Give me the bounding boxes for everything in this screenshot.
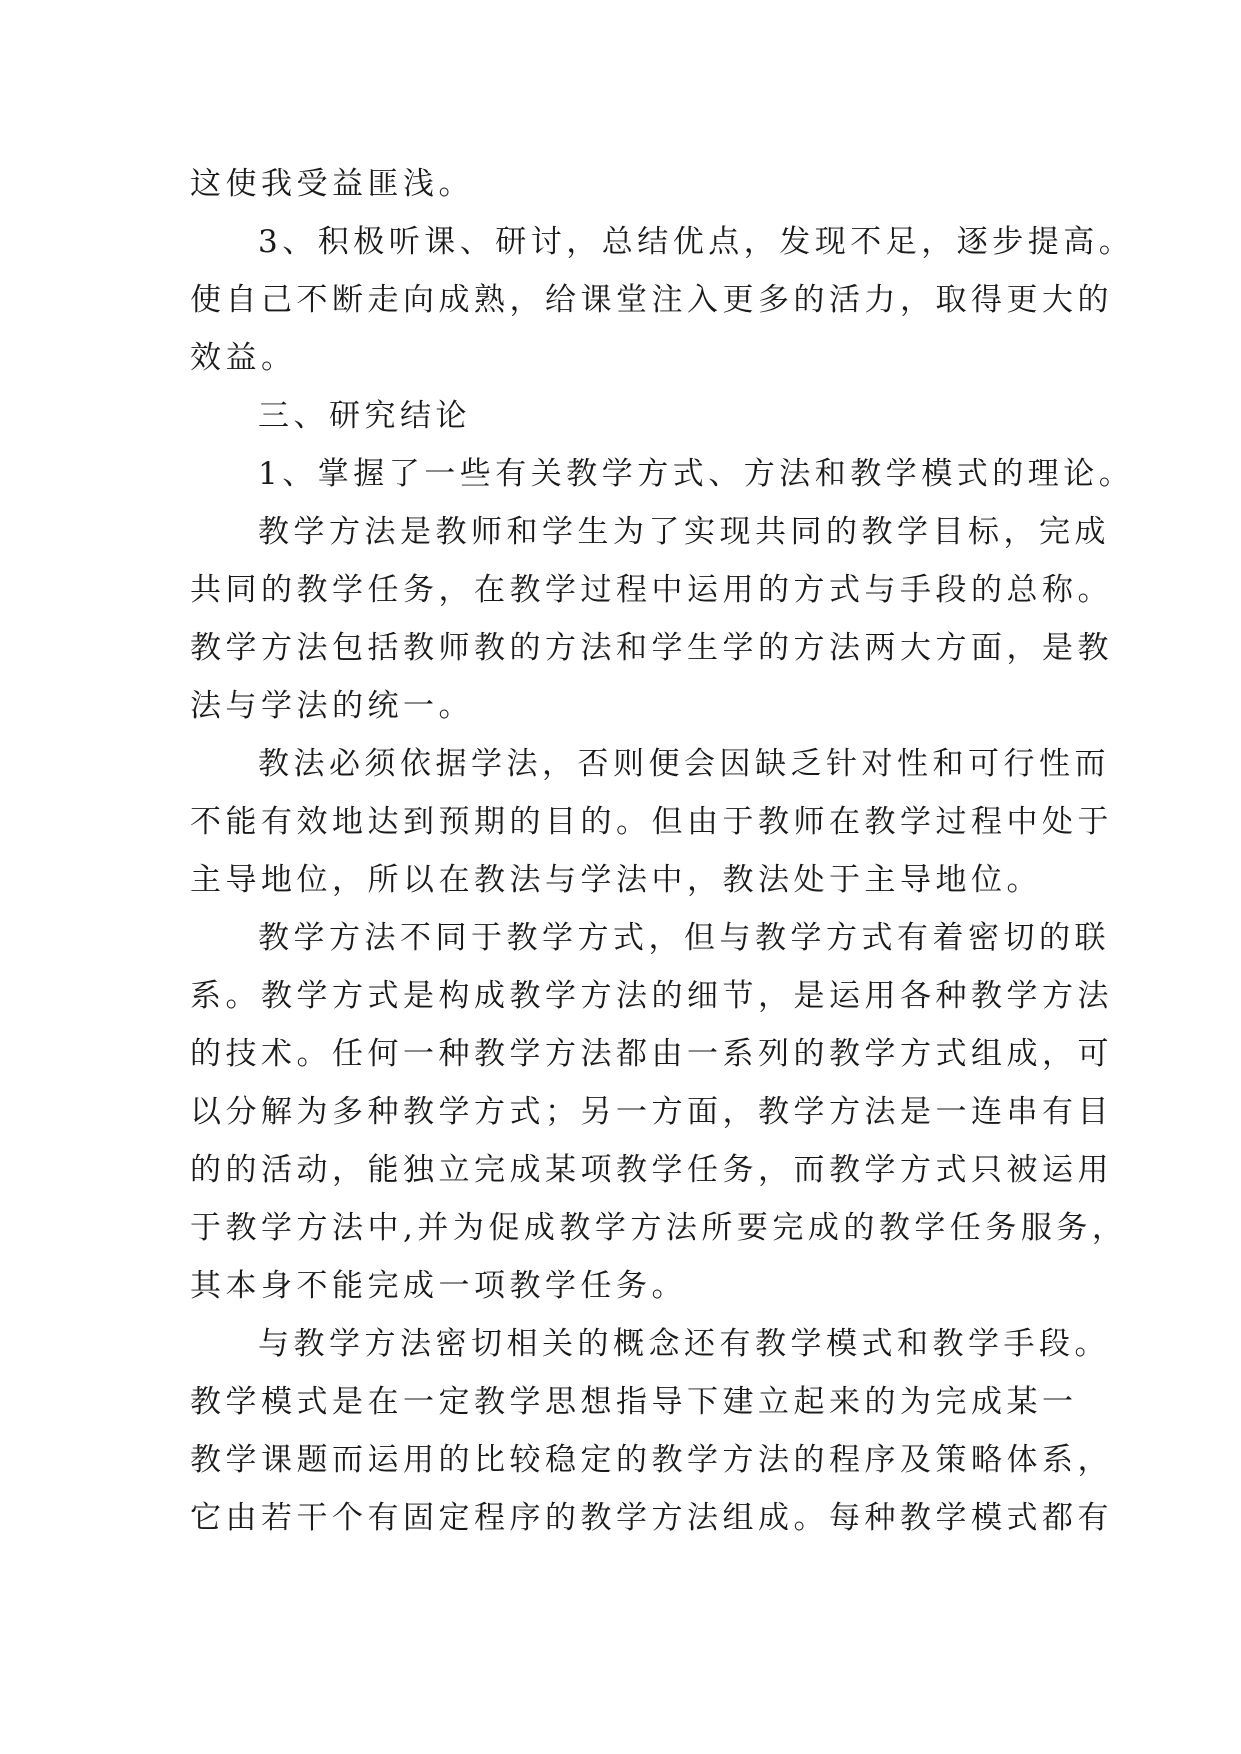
text-line: 教学模式是在一定教学思想指导下建立起来的为完成某一 bbox=[190, 1384, 1078, 1420]
text-line: 教学方法包括教师教的方法和学生学的方法两大方面，是教 bbox=[190, 630, 1113, 666]
section-heading: 三、研究结论 bbox=[258, 398, 471, 434]
text-line: 3、积极听课、研讨，总结优点，发现不足，逐步提高。 bbox=[258, 224, 1135, 260]
text-line: 系。教学方式是构成教学方法的细节，是运用各种教学方法 bbox=[190, 978, 1113, 1014]
text-line: 于教学方法中,并为促成教学方法所要完成的教学任务服务， bbox=[190, 1210, 1128, 1246]
text-line: 它由若干个有固定程序的教学方法组成。每种教学模式都有 bbox=[190, 1500, 1113, 1536]
text-line: 教学方法不同于教学方式，但与教学方式有着密切的联 bbox=[258, 920, 1110, 956]
text-line: 1、掌握了一些有关教学方式、方法和教学模式的理论。 bbox=[258, 456, 1135, 492]
text-line: 共同的教学任务，在教学过程中运用的方式与手段的总称。 bbox=[190, 572, 1113, 608]
document-page bbox=[190, 155, 1135, 1547]
text-line: 教法必须依据学法，否则便会因缺乏针对性和可行性而 bbox=[258, 746, 1110, 782]
text-line: 以分解为多种教学方式；另一方面，教学方法是一连串有目 bbox=[190, 1094, 1113, 1130]
text-line: 教学方法是教师和学生为了实现共同的教学目标，完成 bbox=[258, 514, 1110, 550]
text-line: 的技术。任何一种教学方法都由一系列的教学方式组成，可 bbox=[190, 1036, 1113, 1072]
text-line: 教学课题而运用的比较稳定的教学方法的程序及策略体系， bbox=[190, 1442, 1113, 1478]
text-line: 不能有效地达到预期的目的。但由于教师在教学过程中处于 bbox=[190, 804, 1113, 840]
text-line: 与教学方法密切相关的概念还有教学模式和教学手段。 bbox=[258, 1326, 1110, 1362]
text-line: 效益。 bbox=[190, 340, 297, 376]
text-line: 其本身不能完成一项教学任务。 bbox=[190, 1268, 687, 1304]
text-line: 法与学法的统一。 bbox=[190, 688, 474, 724]
text-line: 的的活动，能独立完成某项教学任务，而教学方式只被运用 bbox=[190, 1152, 1113, 1188]
text-line: 这使我受益匪浅。 bbox=[190, 166, 474, 202]
text-line: 使自己不断走向成熟，给课堂注入更多的活力，取得更大的 bbox=[190, 282, 1113, 318]
text-line: 主导地位，所以在教法与学法中，教法处于主导地位。 bbox=[190, 862, 1042, 898]
